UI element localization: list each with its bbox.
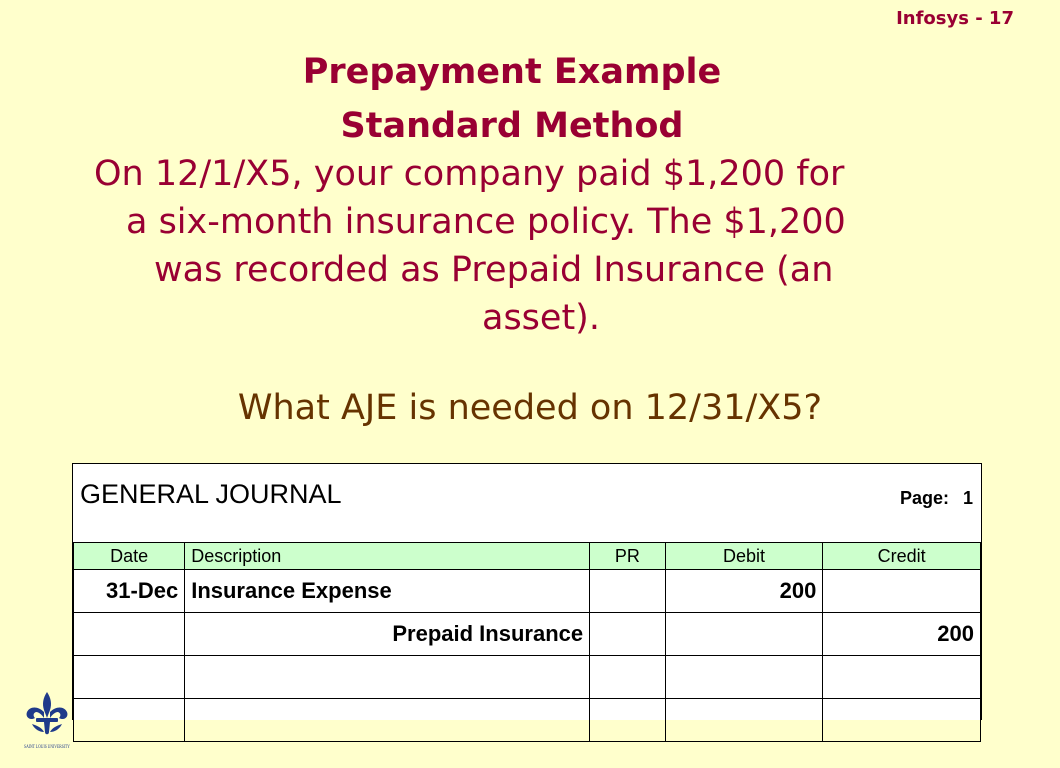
journal-header-row <box>74 543 981 570</box>
slide-title-line-2: Standard Method <box>340 106 684 146</box>
entry-description <box>185 699 590 742</box>
entry-pr <box>590 613 666 656</box>
entry-debit <box>665 699 823 742</box>
journal-page-label: Page: <box>899 488 949 508</box>
slide-title-line-1: Prepayment Example <box>302 52 722 92</box>
journal-table <box>73 542 981 742</box>
column-header-description: Description <box>185 543 590 570</box>
logo-text: SAINT LOUIS UNIVERSITY <box>24 745 71 750</box>
question-text: What AJE is needed on 12/31/X5? <box>237 388 823 428</box>
journal-page-number: 1 <box>962 488 973 508</box>
column-header-debit: Debit <box>665 543 823 570</box>
paragraph-line-4: asset). <box>482 298 600 338</box>
column-header-pr: PR <box>590 543 666 570</box>
paragraph-line-1: On 12/1/X5, your company paid $1,200 for <box>94 154 845 194</box>
entry-description <box>185 656 590 699</box>
entry-date: 31-Dec <box>74 570 185 613</box>
entry-pr <box>590 699 666 742</box>
entry-debit <box>665 656 823 699</box>
journal-row <box>74 613 981 656</box>
journal-title: GENERAL JOURNAL <box>80 479 342 509</box>
entry-credit: 200 <box>823 613 981 656</box>
paragraph-line-3: was recorded as Prepaid Insurance (an <box>154 250 834 290</box>
column-header-credit: Credit <box>823 543 981 570</box>
problem-paragraph <box>94 150 974 342</box>
entry-debit <box>665 613 823 656</box>
paragraph-line-2: a six-month insurance policy. The $1,200 <box>126 202 846 242</box>
entry-date <box>74 699 185 742</box>
entry-description: Prepaid Insurance <box>185 613 590 656</box>
university-logo <box>22 688 72 756</box>
journal-row <box>74 656 981 699</box>
entry-date <box>74 613 185 656</box>
column-header-date: Date <box>74 543 185 570</box>
slide-number-tag: Infosys - 17 <box>896 8 1014 29</box>
entry-credit <box>823 656 981 699</box>
entry-pr <box>590 570 666 613</box>
fleur-de-lis-icon <box>22 688 72 756</box>
journal-row <box>74 699 981 742</box>
entry-credit <box>823 570 981 613</box>
entry-pr <box>590 656 666 699</box>
entry-description: Insurance Expense <box>185 570 590 613</box>
entry-debit: 200 <box>665 570 823 613</box>
general-journal-form <box>72 463 982 720</box>
entry-credit <box>823 699 981 742</box>
journal-row <box>74 570 981 613</box>
entry-date <box>74 656 185 699</box>
